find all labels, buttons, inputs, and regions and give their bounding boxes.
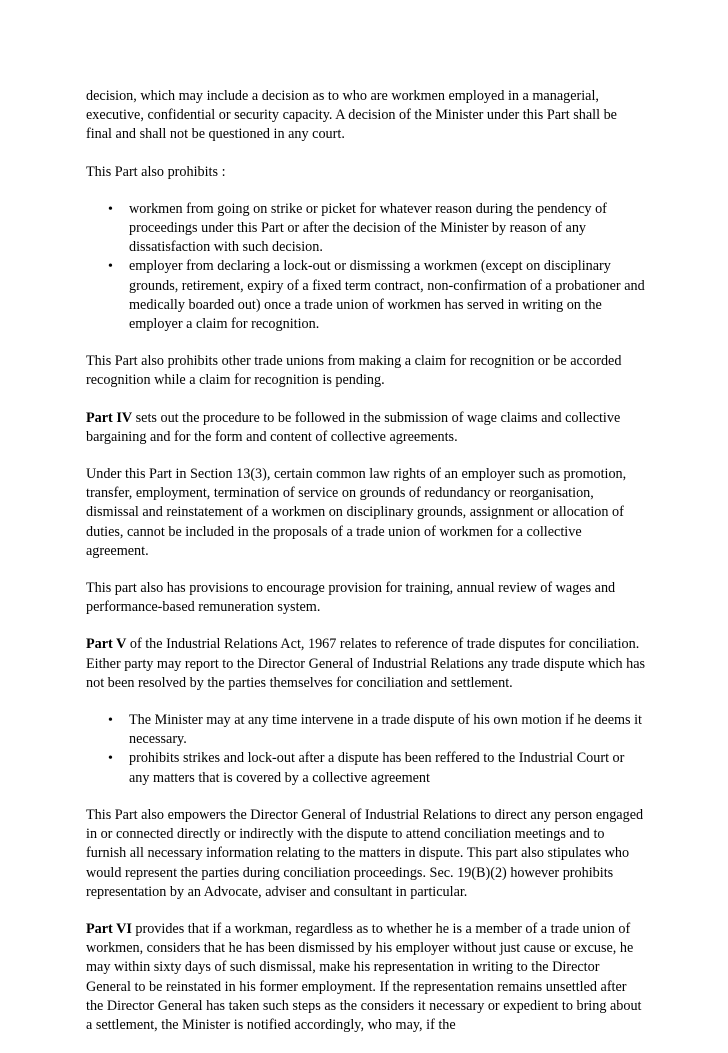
paragraph-part-vi bbox=[86, 920, 646, 1035]
document-page bbox=[86, 87, 646, 1053]
list-item: • The Minister may at any time intervene in a trade dispute of his own motion if he deems it necessary. bbox=[129, 711, 646, 749]
list-item: • employer from declaring a lock-out or dismissing a workmen (except on disciplinary grounds, retirement, expiry of a fixed term contract, non-confirmation of a probationer and medically boarded out) once a trade union of workmen has served in writing on the employer a claim for recognition. bbox=[129, 257, 646, 334]
list-item: • workmen from going on strike or picket for whatever reason during the pendency of proceedings under this Part or after the decision of the Minister by reason of any dissatisfaction with such decision. bbox=[129, 200, 646, 258]
part-v-list bbox=[86, 711, 646, 788]
paragraph-prohibits-intro: This Part also prohibits : bbox=[86, 163, 226, 180]
paragraph-training-provisions: This part also has provisions to encourage provision for training, annual review of wages and performance-based remuneration system. bbox=[86, 580, 616, 616]
prohibitions-list bbox=[86, 200, 646, 334]
paragraph-section-13-3: Under this Part in Section 13(3), certain common law rights of an employer such as promotion, transfer, employment, termination of service on grounds of redundancy or reorganisation, dismissal and reinstatement of a workmen on disciplinary grounds, assignment or allocation of duties, cannot be included in the proposals of a trade union of workmen for a collective agreement. bbox=[86, 466, 627, 559]
part-iv-heading: Part IV bbox=[86, 409, 133, 426]
part-vi-text: provides that if a workman, regardless as to whether he is a member of a trade union of workmen, considers that he has been dismissed by his employer without just cause or excuse, he may within sixty days of such dismissal, make his representation in writing to the Director General to be reinstated in his former employment. If the representation remains unsettled after the Director General has taken such steps as the considers it necessary or expedient to bring about a settlement, the Minister is notified accordingly, who may, if the bbox=[86, 920, 642, 1033]
list-item: • prohibits strikes and lock-out after a dispute has been reffered to the Industrial Court or any matters that is covered by a collective agreement bbox=[129, 749, 646, 787]
part-iv-text: sets out the procedure to be followed in the submission of wage claims and collective bargaining and for the form and content of collective agreements. bbox=[86, 409, 621, 445]
paragraph-part-v bbox=[86, 635, 646, 693]
paragraph-director-general: This Part also empowers the Director General of Industrial Relations to direct any person engaged in or connected directly or indirectly with the dispute to attend conciliation meetings and to furnish all necessary information relating to the matters in dispute. This part also stipulates who would represent the parties during conciliation proceedings. Sec. 19(B)(2) however prohibits representation by an Advocate, adviser and consultant in particular. bbox=[86, 806, 644, 900]
part-v-heading: Part V bbox=[86, 636, 127, 653]
paragraph-other-unions: This Part also prohibits other trade unions from making a claim for recognition or be accorded recognition while a claim for recognition is pending. bbox=[86, 353, 622, 389]
part-v-text: of the Industrial Relations Act, 1967 relates to reference of trade disputes for conciliation. Either party may report to the Director General of Industrial Relations any trade dispute which has not been resolved by the parties themselves for conciliation and settlement. bbox=[86, 636, 646, 691]
paragraph-decision: decision, which may include a decision as to who are workmen employed in a managerial, executive, confidential or security capacity. A decision of the Minister under this Part shall be final and shall not be questioned in any court. bbox=[86, 88, 617, 143]
paragraph-part-iv bbox=[86, 409, 646, 447]
part-vi-heading: Part VI bbox=[86, 920, 132, 937]
